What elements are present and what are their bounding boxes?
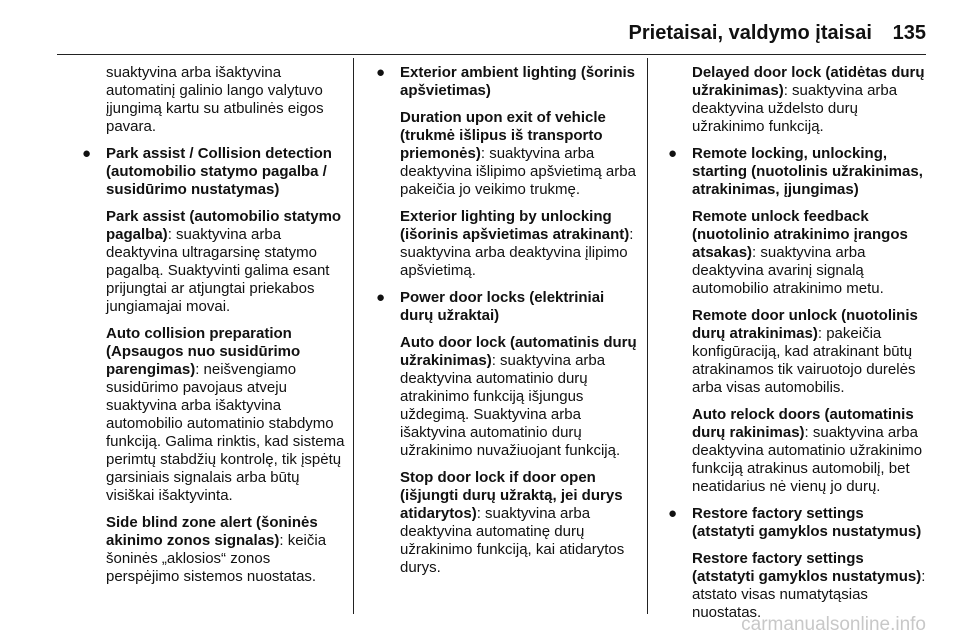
header-divider bbox=[57, 54, 926, 55]
item-title: Power door locks (elektriniai durų užraktai) bbox=[400, 289, 605, 324]
setting-name: Stop door lock if door open (išjungti durų užraktą, jei durys atidarytos) bbox=[400, 469, 623, 522]
setting-desc: : atstato visas numatytąsias nuostatas. bbox=[692, 568, 926, 621]
setting-paragraph bbox=[400, 109, 640, 199]
list-item bbox=[668, 505, 928, 541]
setting-desc: : suaktyvina arba deaktyvina avarinį signalą automobilio atrakinimo metu. bbox=[692, 244, 884, 297]
item-title: Restore factory settings (atstatyti gamyklos nustatymus) bbox=[692, 505, 922, 540]
setting-name: Remote unlock feedback (nuotolinio atrakinimo įrangos atsakas) bbox=[692, 208, 908, 261]
page-header bbox=[0, 0, 960, 56]
setting-paragraph bbox=[400, 334, 640, 460]
section-title: Prietaisai, valdymo įtaisai bbox=[628, 22, 872, 44]
setting-desc: : keičia šoninės „aklosios“ zonos perspėjimo sistemos nuostatas. bbox=[106, 532, 327, 585]
setting-name: Exterior lighting by unlocking (išorinis apšvietimas atrakinant) bbox=[400, 208, 630, 243]
bullet-icon: ● bbox=[376, 289, 386, 306]
item-title: Remote locking, unlocking, starting (nuotolinis užrakinimas, atrakinimas, įjungimas) bbox=[692, 145, 923, 198]
setting-name: Restore factory settings (atstatyti gamyklos nustatymus) bbox=[692, 550, 922, 585]
column-2 bbox=[376, 64, 640, 586]
setting-name: Side blind zone alert (šoninės akinimo zonos signalas) bbox=[106, 514, 318, 549]
setting-paragraph bbox=[106, 325, 346, 505]
item-title: Exterior ambient lighting (šorinis apšvietimas) bbox=[400, 64, 636, 99]
column-3 bbox=[668, 64, 928, 631]
setting-name: Duration upon exit of vehicle (trukmė išlipus iš transporto priemonės) bbox=[400, 109, 606, 162]
setting-desc: : suaktyvina arba deaktyvina uždelsto durų užrakinimo funkciją. bbox=[692, 82, 898, 135]
list-item bbox=[82, 145, 346, 199]
column-divider-2 bbox=[647, 58, 648, 614]
setting-desc: : suaktyvina arba deaktyvina ultragarsinę statymo pagalbą. Suaktyvinti galima esant prijungtai ar atjungtai priekabos jungiamajai movai. bbox=[106, 226, 330, 315]
setting-paragraph bbox=[692, 307, 928, 397]
setting-name: Auto collision preparation (Apsaugos nuo susidūrimo parengimas) bbox=[106, 325, 301, 378]
list-item bbox=[376, 289, 640, 325]
setting-desc: : pakeičia konfigūraciją, kad atrakinant būtų atrakinamos tik vairuotojo durelės arba visas automobilis. bbox=[692, 325, 916, 396]
setting-desc: : suaktyvina arba deaktyvina automatinę durų užrakinimo funkciją, kai atidarytos durys. bbox=[400, 505, 625, 576]
intro-paragraph: suaktyvina arba išaktyvina automatinį galinio lango valytuvo įjungimą kartu su atbulinės eigos pavara. bbox=[106, 64, 324, 135]
list-item bbox=[668, 145, 928, 199]
page-number: 135 bbox=[892, 22, 926, 44]
setting-desc: : neišvengiamo susidūrimo pavojaus atveju suaktyvina arba išaktyvina automobilio automatinio stabdymo funkciją. Galima rinktis, kad sistema perimtų stabdžių kontrolę, tik įspėtų garsiniais signalais arba būtų visiškai išaktyvinta. bbox=[106, 361, 345, 504]
item-title: Park assist / Collision detection (automobilio statymo pagalba / susidūrimo nustatymas) bbox=[106, 145, 332, 198]
setting-paragraph bbox=[400, 208, 640, 280]
bullet-icon: ● bbox=[668, 505, 678, 522]
column-1 bbox=[82, 64, 346, 595]
list-item bbox=[376, 64, 640, 100]
setting-paragraph bbox=[692, 406, 928, 496]
setting-name: Remote door unlock (nuotolinis durų atrakinimas) bbox=[692, 307, 918, 342]
setting-name: Park assist (automobilio statymo pagalba) bbox=[106, 208, 342, 243]
setting-name: Delayed door lock (atidėtas durų užrakinimas) bbox=[692, 64, 925, 99]
setting-paragraph bbox=[106, 514, 346, 586]
setting-paragraph bbox=[400, 469, 640, 577]
bullet-icon: ● bbox=[668, 145, 678, 162]
bullet-icon: ● bbox=[82, 145, 92, 162]
setting-paragraph bbox=[106, 208, 346, 316]
column-divider-1 bbox=[353, 58, 354, 614]
setting-paragraph bbox=[692, 208, 928, 298]
setting-paragraph bbox=[692, 64, 928, 136]
setting-desc: : suaktyvina arba deaktyvina automatinio durų atrakinimo funkciją išjungus uždegimą. Suaktyvina arba išaktyvina automatinio durų užrakinimo nuvažiuojant funkciją. bbox=[400, 352, 621, 459]
setting-desc: : suaktyvina arba deaktyvina išlipimo apšvietimą arba pakeičia jo veikimo trukmę. bbox=[400, 145, 636, 198]
watermark: carmanualsonline.info bbox=[741, 614, 926, 635]
setting-name: Auto door lock (automatinis durų užrakinimas) bbox=[400, 334, 637, 369]
setting-desc: : suaktyvina arba deaktyvina įlipimo apšvietimą. bbox=[400, 226, 634, 279]
setting-desc: : suaktyvina arba deaktyvina automatinio užrakinimo funkciją atrakinus automobilį, bet neatidarius nė vienų jo durų. bbox=[692, 424, 923, 495]
setting-name: Auto relock doors (automatinis durų rakinimas) bbox=[692, 406, 914, 441]
setting-paragraph bbox=[692, 550, 928, 622]
bullet-icon: ● bbox=[376, 64, 386, 81]
